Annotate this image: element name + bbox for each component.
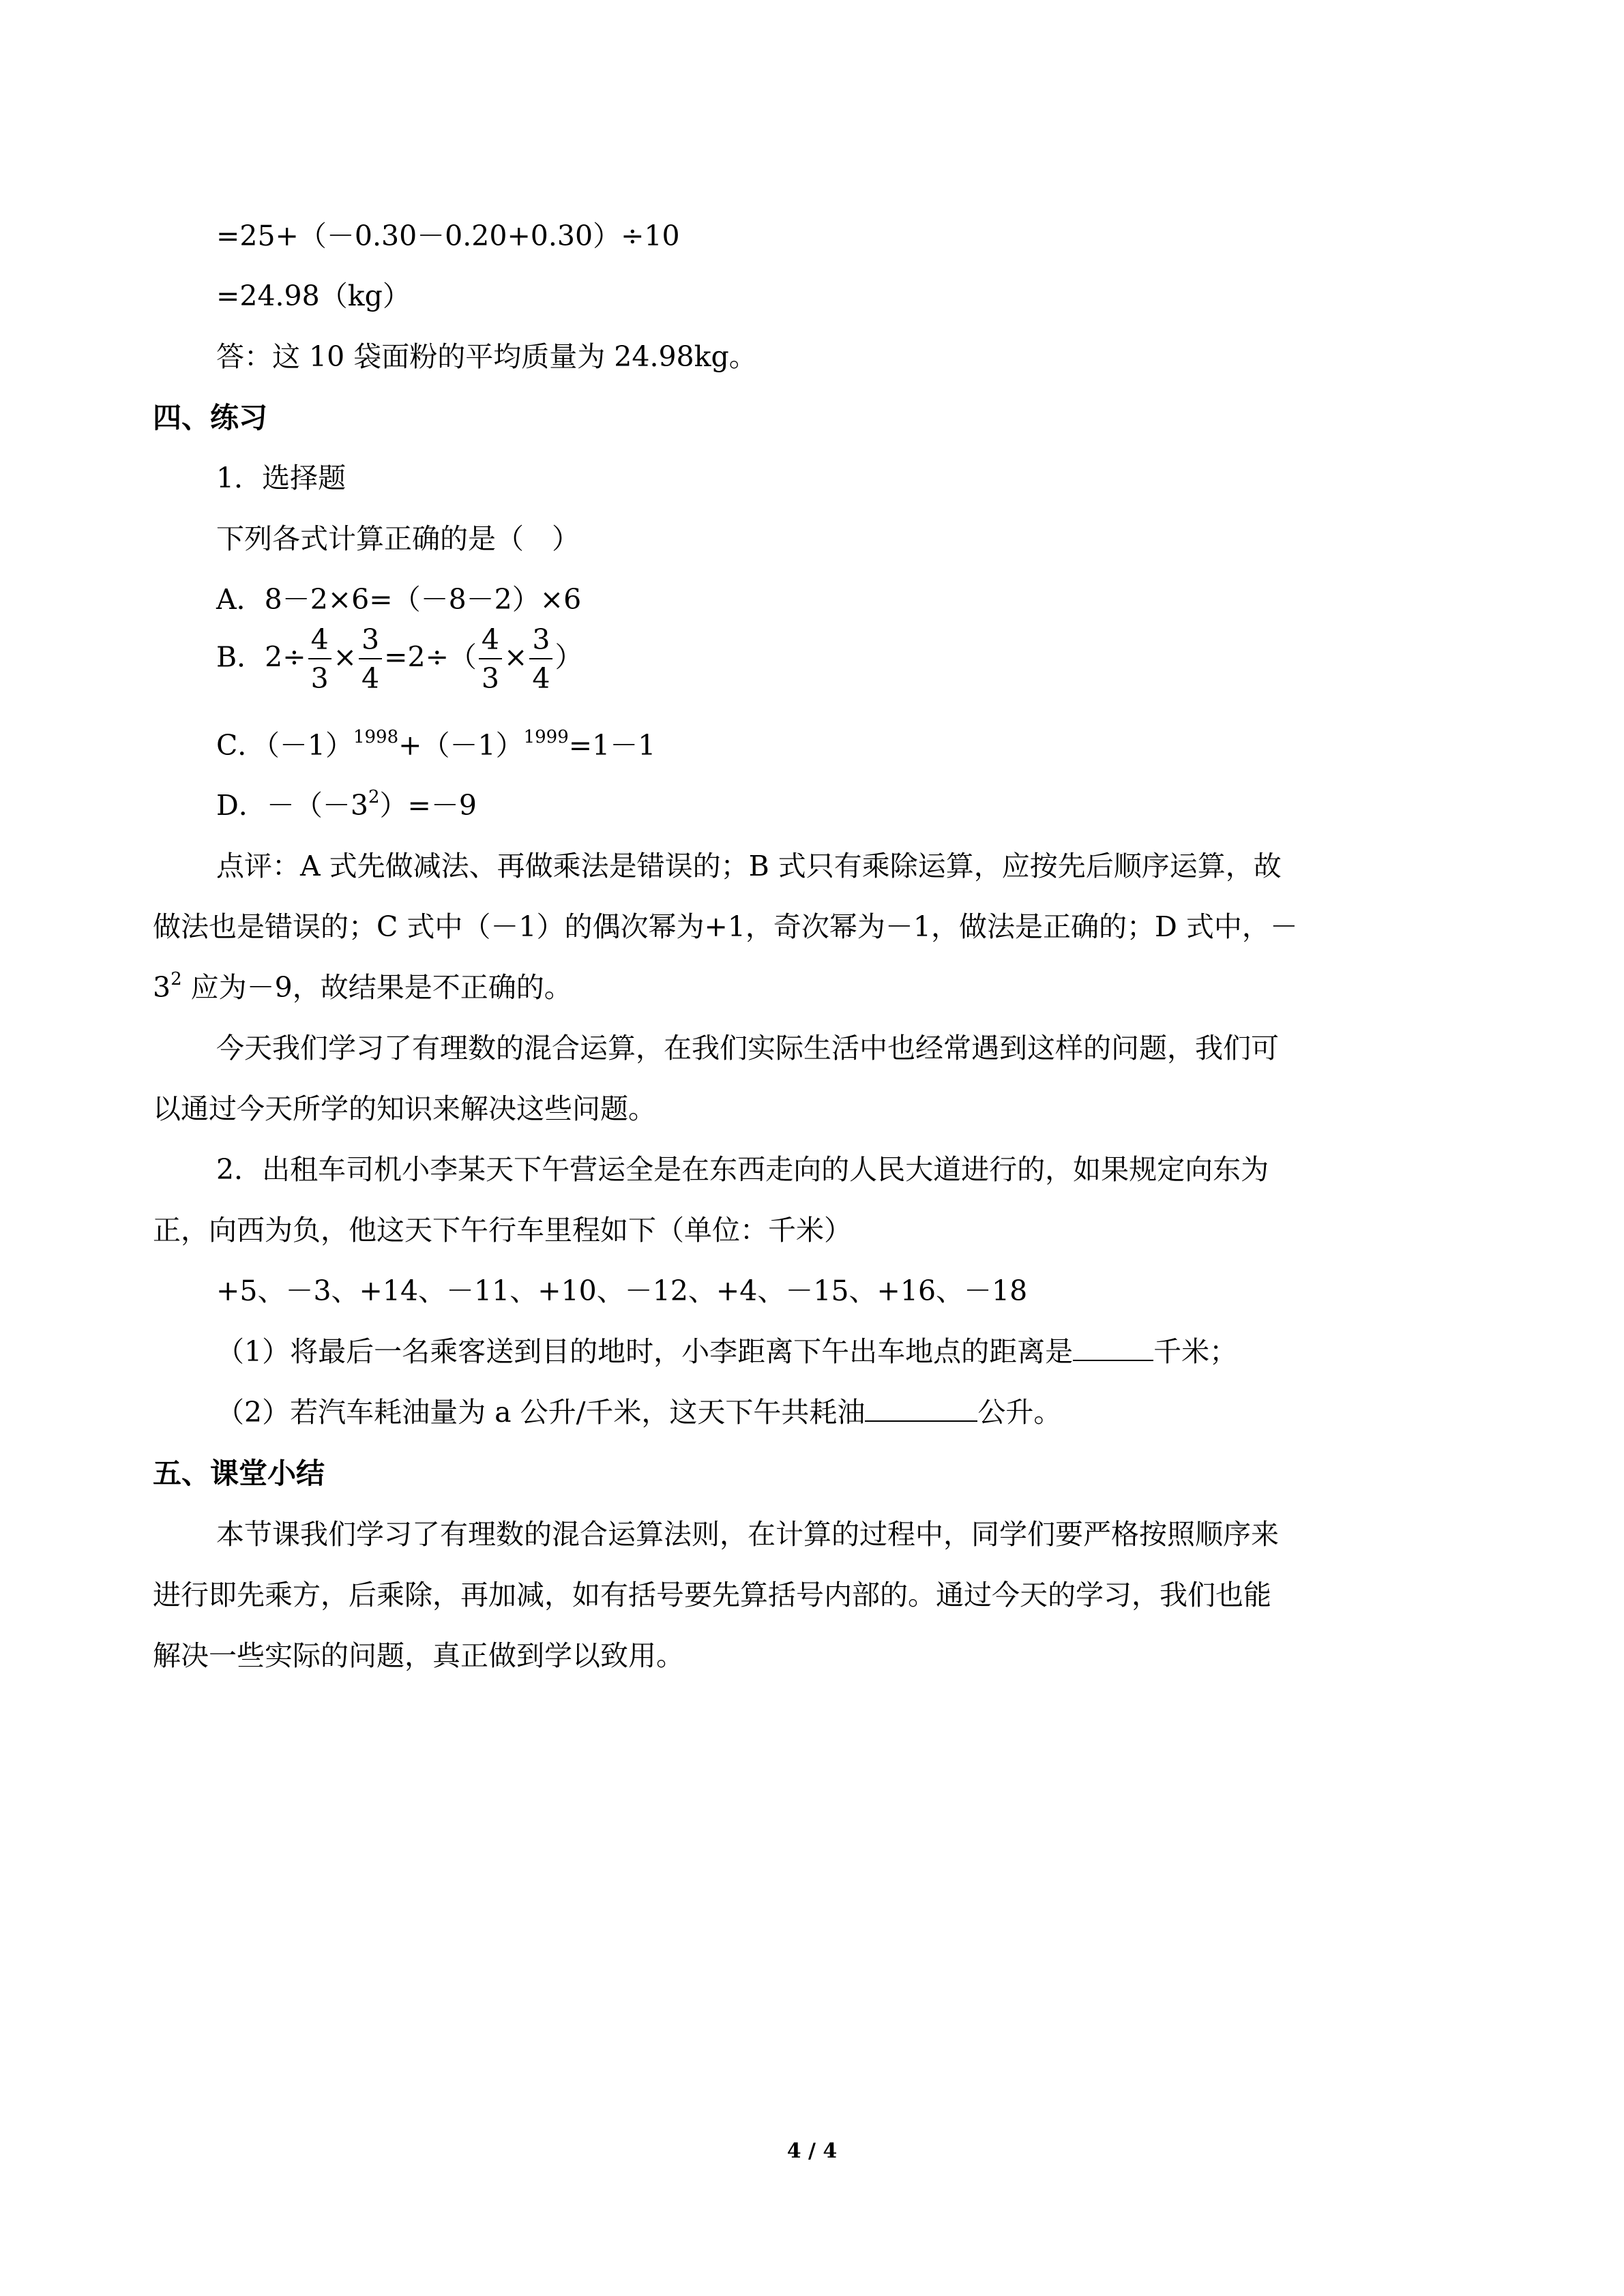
sub-1-text: （1）将最后一名乘客送到目的地时，小李距离下午出车地点的距离是 <box>216 1335 1074 1368</box>
option-c-part: +（－1） <box>398 729 524 762</box>
answer-line: 答：这 10 袋面粉的平均质量为 24.98kg。 <box>216 340 757 373</box>
fraction-numerator: 3 <box>529 626 552 659</box>
fraction-denominator: 3 <box>481 662 500 695</box>
section-heading-practice: 四、练习 <box>153 401 268 434</box>
calc-line-2: =24.98（kg） <box>216 280 411 312</box>
fraction-denominator: 4 <box>361 662 380 695</box>
question-2-line-2: 正，向西为负，他这天下午行车里程如下（单位：千米） <box>153 1214 852 1247</box>
summary-line-2: 进行即先乘方，后乘除，再加减，如有括号要先算括号内部的。通过今天的学习，我们也能 <box>153 1579 1271 1611</box>
option-c-part: =1－1 <box>568 729 656 762</box>
question-2-line-1: 2．出租车司机小李某天下午营运全是在东西走向的人民大道进行的，如果规定向东为 <box>216 1153 1269 1186</box>
exponent: 1999 <box>523 727 569 747</box>
exponent: 2 <box>171 969 182 989</box>
answer-blank[interactable] <box>1073 1335 1153 1361</box>
fraction-numerator: 4 <box>479 626 502 659</box>
exponent: 1998 <box>353 727 399 747</box>
page-number: 4 / 4 <box>786 2139 838 2163</box>
fraction-4-3 <box>308 623 331 695</box>
question-1-stem: 下列各式计算正确的是（ ） <box>216 522 580 555</box>
comment-line-2: 做法也是错误的；C 式中（－1）的偶次幂为+1，奇次幂为－1，做法是正确的；D 式中，－ <box>153 910 1298 943</box>
comment-line-1: 点评：A 式先做减法、再做乘法是错误的；B 式只有乘除运算，应按先后顺序运算，故 <box>216 850 1282 882</box>
summary-line-1: 本节课我们学习了有理数的混合运算法则，在计算的过程中，同学们要严格按照顺序来 <box>216 1518 1279 1551</box>
fraction-denominator: 4 <box>532 662 550 695</box>
option-c-part: C．（－1） <box>216 729 353 762</box>
summary-line-3: 解决一些实际的问题，真正做到学以致用。 <box>153 1639 684 1672</box>
option-a-text: A．8－2×6=（－8－2）×6 <box>216 583 582 616</box>
question-1-title: 1．选择题 <box>216 462 346 494</box>
option-b <box>0 623 583 695</box>
fraction-3-4 <box>529 623 552 695</box>
fraction-numerator: 3 <box>359 626 382 659</box>
option-d-part: ）=－9 <box>379 789 477 822</box>
transition-line-1: 今天我们学习了有理数的混合运算，在我们实际生活中也经常遇到这样的问题，我们可 <box>216 1032 1279 1064</box>
transition-line-2: 以通过今天所学的知识来解决这些问题。 <box>153 1092 656 1125</box>
sub-2-text: （2）若汽车耗油量为 a 公升/千米，这天下午共耗油 <box>216 1396 866 1429</box>
calc-line-1: =25+（－0.30－0.20+0.30）÷10 <box>216 220 680 252</box>
question-2-sub-2 <box>0 1393 1061 1431</box>
comment-line-3 <box>0 968 572 1007</box>
question-2-sub-1 <box>0 1332 1237 1371</box>
times-sign: × <box>504 640 528 674</box>
answer-blank[interactable] <box>865 1396 977 1422</box>
option-b-mid: =2÷（ <box>384 640 477 674</box>
sub-1-unit: 千米； <box>1153 1335 1238 1368</box>
sub-2-unit: 公升。 <box>977 1396 1062 1429</box>
times-sign: × <box>333 640 357 674</box>
comment-rest: 应为－9，故结果是不正确的。 <box>181 971 572 1004</box>
fraction-denominator: 3 <box>310 662 329 695</box>
option-a <box>0 580 581 618</box>
option-b-suffix: ） <box>555 640 583 674</box>
comment-base: 3 <box>153 971 171 1004</box>
question-2-data: +5、－3、+14、－11、+10、－12、+4、－15、+16、－18 <box>216 1274 1028 1307</box>
fraction-4-3 <box>479 623 502 695</box>
exponent: 2 <box>368 787 380 807</box>
fraction-numerator: 4 <box>308 626 331 659</box>
option-b-prefix: B．2÷ <box>216 640 306 674</box>
section-heading-summary: 五、课堂小结 <box>153 1457 325 1490</box>
option-d-part: D．－（－3 <box>216 789 368 822</box>
option-c <box>0 726 655 764</box>
option-d <box>0 786 477 824</box>
fraction-3-4 <box>359 623 382 695</box>
